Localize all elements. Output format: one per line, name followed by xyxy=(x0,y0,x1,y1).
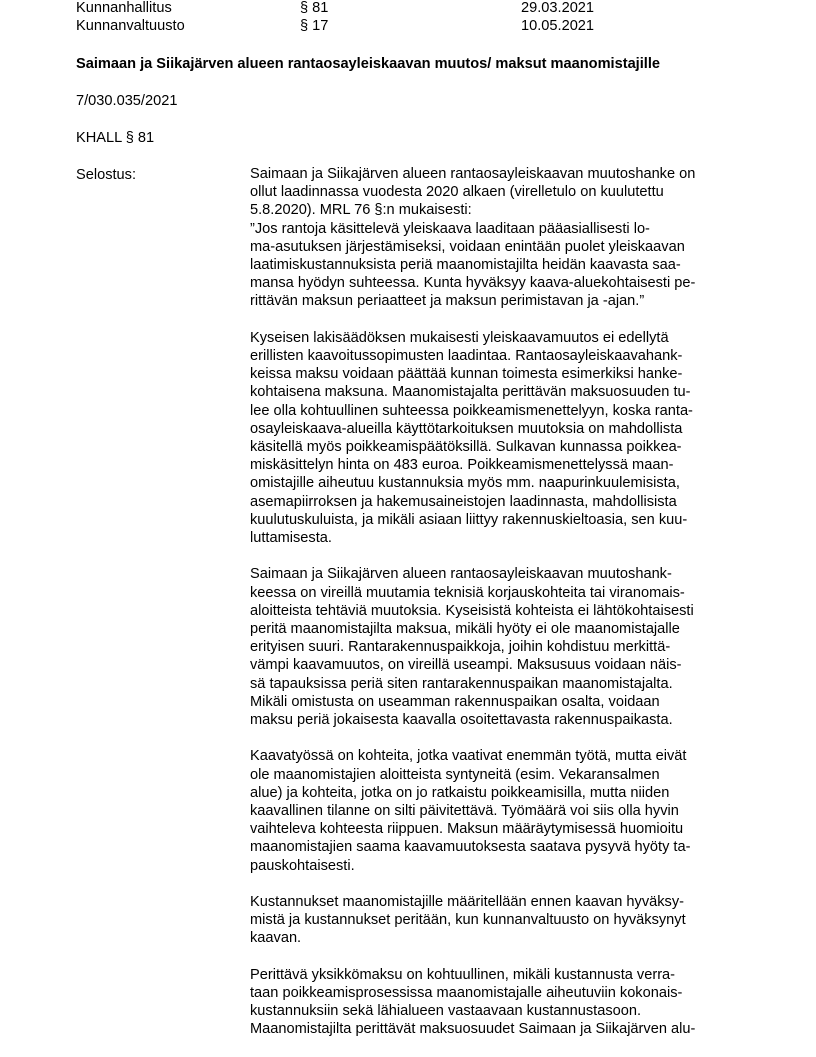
paragraph-line: käsitellä myös poikkeamispäätöksillä. Sulkavan kunnassa poikkea- xyxy=(250,439,682,456)
paragraph-line: kaavallinen tilanne on silti päivitettävä. Työmäärä voi siis olla hyvin xyxy=(250,803,679,820)
paragraph-line: ma-asutuksen järjestämiseksi, voidaan enintään puolet yleiskaavan xyxy=(250,238,685,255)
header-date: 10.05.2021 xyxy=(521,18,595,34)
paragraph-line: Mikäli omistusta on useamman rakennuspaikan osalta, voidaan xyxy=(250,693,660,710)
paragraph-line: peritä maanomistajilta maksua, mikäli hyöty ei ole maanomistajalle xyxy=(250,621,680,638)
paragraph-line: 5.8.2020). MRL 76 §:n mukaisesti: xyxy=(250,202,472,219)
paragraph-line: ”Jos rantoja käsittelevä yleiskaava laaditaan pääasiallisesti lo- xyxy=(250,220,650,237)
paragraph-line: laatimiskustannuksista periä maanomistajilta heidän kaavasta saa- xyxy=(250,257,681,274)
paragraph-line: kuulutuskuluista, ja mikäli asiaan liittyy rakennuskieltoasia, sen kuu- xyxy=(250,511,688,528)
paragraph-line: kohtaisena maksuna. Maanomistajalta perittävän maksuosuuden tu- xyxy=(250,384,691,401)
header-section: § 81 xyxy=(300,0,329,16)
paragraph xyxy=(250,966,750,1039)
paragraph-line: keissa maksu voidaan päättää kunnan toimesta esimerkiksi hanke- xyxy=(250,366,683,383)
paragraph-line: pauskohtaisesti. xyxy=(250,857,355,874)
header-body: Kunnanvaltuusto xyxy=(76,18,185,34)
description-body xyxy=(250,165,750,1057)
paragraph-line: rittävän maksun periaatteet ja maksun perimistavan ja -ajan.” xyxy=(250,293,645,310)
paragraph-line: mansa hyödyn suhteessa. Kunta hyväksyy kaava-aluekohtaisesti pe- xyxy=(250,275,696,292)
paragraph xyxy=(250,893,750,948)
paragraph-line: ole maanomistajien aloitteista syntyneitä (esim. Vekaransalmen xyxy=(250,766,660,783)
paragraph xyxy=(250,165,750,311)
paragraph xyxy=(250,747,750,874)
paragraph-line: sä tapauksissa periä siten rantarakennuspaikan maanomistajalta. xyxy=(250,675,673,692)
header-date: 29.03.2021 xyxy=(521,0,595,16)
paragraph-line: Kustannukset maanomistajille määritellään ennen kaavan hyväksy- xyxy=(250,894,684,911)
header-body: Kunnanhallitus xyxy=(76,0,172,16)
paragraph-line: lee olla kohtuullinen suhteessa poikkeamismenettelyyn, koska ranta- xyxy=(250,402,693,419)
paragraph-line: mistä ja kustannukset peritään, kun kunnanvaltuusto on hyväksynyt xyxy=(250,912,686,929)
section-label: Selostus: xyxy=(76,167,137,183)
paragraph-line: Kyseisen lakisäädöksen mukaisesti yleiskaavamuutos ei edellytä xyxy=(250,329,669,346)
paragraph-line: taan poikkeamisprosessissa maanomistajalle aiheutuviin kokonais- xyxy=(250,985,683,1002)
paragraph-line: maksu periä jokaisesta kaavalla osoitettavasta rakennuspaikasta. xyxy=(250,712,673,729)
paragraph-line: vämpi kaavamuutos, on vireillä useampi. Maksusuus voidaan näis- xyxy=(250,657,682,674)
paragraph-line: aloitteista tehtäviä muutoksia. Kyseisistä kohteista ei lähtökohtaisesti xyxy=(250,602,694,619)
paragraph-line: Maanomistajilta perittävät maksuosuudet Saimaan ja Siikajärven alu- xyxy=(250,1021,696,1038)
khall-reference: KHALL § 81 xyxy=(76,130,155,146)
paragraph-line: Perittävä yksikkömaksu on kohtuullinen, mikäli kustannusta verra- xyxy=(250,966,676,983)
paragraph-line: osayleiskaava-alueilla käyttötarkoituksen muutoksia on mahdollista xyxy=(250,420,683,437)
paragraph xyxy=(250,565,750,729)
header-section: § 17 xyxy=(300,18,329,34)
paragraph-line: luttamisesta. xyxy=(250,530,332,547)
paragraph-line: Saimaan ja Siikajärven alueen rantaosayleiskaavan muutoshanke on xyxy=(250,166,696,182)
paragraph-line: alue) ja kohteita, jotka on jo ratkaistu poikkeamisilla, mutta niiden xyxy=(250,784,670,801)
paragraph-line: erityisen suuri. Rantarakennuspaikkoja, joihin kohdistuu merkittä- xyxy=(250,639,671,656)
paragraph-line: asemapiirroksen ja hakemusaineistojen laadinnasta, mahdollisista xyxy=(250,493,677,510)
paragraph-line: Saimaan ja Siikajärven alueen rantaosayleiskaavan muutoshank- xyxy=(250,566,672,583)
record-number: 7/030.035/2021 xyxy=(76,93,178,109)
paragraph-line: kustannuksiin sekä lähialueen vastaavaan kustannustasoon. xyxy=(250,1003,642,1020)
paragraph-line: kaavan. xyxy=(250,930,302,947)
paragraph-line: Kaavatyössä on kohteita, jotka vaativat enemmän työtä, mutta eivät xyxy=(250,748,687,765)
paragraph-line: erillisten kaavoitussopimusten laadintaa. Rantaosayleiskaavahank- xyxy=(250,348,683,365)
paragraph-line: keessa on vireillä muutamia teknisiä korjauskohteita tai viranomais- xyxy=(250,584,685,601)
paragraph-line: miskäsittelyn hinta on 483 euroa. Poikkeamismenettelyssä maan- xyxy=(250,457,674,474)
paragraph-line: maanomistajien saama kaavamuutoksesta saatava pysyvä hyöty ta- xyxy=(250,839,691,856)
paragraph xyxy=(250,329,750,547)
paragraph-line: vaihteleva kohteesta riippuen. Maksun määräytymisessä huomioitu xyxy=(250,821,684,838)
document-title: Saimaan ja Siikajärven alueen rantaosayleiskaavan muutos/ maksut maanomistajille xyxy=(76,56,661,72)
paragraph-line: ollut laadinnassa vuodesta 2020 alkaen (virelletulo on kuulutettu xyxy=(250,184,664,201)
paragraph-line: omistajille aiheutuu kustannuksia myös mm. naapurinkuulemisista, xyxy=(250,475,680,492)
